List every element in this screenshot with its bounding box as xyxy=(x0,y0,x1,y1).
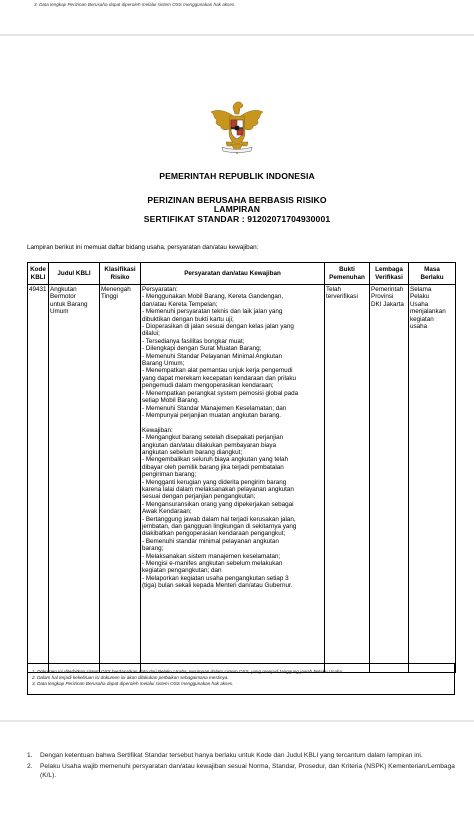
requirement-line: - Memenuhi Standar Pelayanan Minimal Angkutan xyxy=(142,352,283,360)
cell-bukti: Telah terverifikasi xyxy=(325,285,370,673)
requirement-line: - Tersedianya fasilitas bongkar muat; xyxy=(142,337,245,345)
header-lembaga-verifikasi: Lembaga Verifikasi xyxy=(370,263,409,285)
requirement-line: - Mengansuransikan orang yang dipekerjakan sebagai xyxy=(142,500,294,508)
requirement-line: - Dioperasikan di jalan sesuai dengan kelas jalan yang xyxy=(142,323,294,331)
requirement-line: barang; xyxy=(142,545,164,553)
header-judul-kbli: Judul KBLI xyxy=(49,263,100,285)
requirement-line: karena lalai dalam melaksanakan pelayanan angkutan xyxy=(142,485,294,493)
cell-klasifikasi: Menengah Tinggi xyxy=(100,285,141,673)
cell-lembaga: Pemerintah Provinsi DKI Jakarta xyxy=(370,285,409,673)
org-name: PEMERINTAH REPUBLIK INDONESIA xyxy=(159,171,315,181)
previous-page-note: 3. Data lengkap Perizinan Berusaha dapat diperoleh melalui sistem OSS menggunakan hak akses. xyxy=(34,2,236,7)
footnote-1: 1. Dokumen ini diterbitkan sistem OSS berdasarkan data dari Pelaku Usaha, tersimpan dalam sistem OSS, yang menjadi tanggung jawab Pelaku Usaha. xyxy=(32,669,344,674)
requirement-line: yang dapat merekam kecepatan kendaraan dan prilaku xyxy=(142,374,297,382)
cell-persyaratan xyxy=(141,285,325,673)
footnote-box xyxy=(27,663,455,695)
header-masa-berlaku: Masa Berlaku xyxy=(409,263,456,285)
requirement-line: - Bemenuhi standar minimal pelayanan angkutan xyxy=(142,537,279,545)
previous-page-bottom xyxy=(0,0,474,14)
list-item: 2. Pelaku Usaha wajib memenuhi persyaratan dan/atau kewajiban sesuai Norma, Standar, Prosedur, dan Kriteria (NSPK) Kementerian/Lembaga (K/L). xyxy=(27,763,455,779)
requirement-line: angkutan sebelum barang diangkut; xyxy=(142,448,243,456)
requirement-line: angkutan dan/atau dilakukan pembayaran biaya xyxy=(142,441,277,449)
document-title: PERIZINAN BERUSAHA BERBASIS RISIKO xyxy=(147,195,327,205)
header-persyaratan: Persyaratan dan/atau Kewajiban xyxy=(141,263,325,285)
requirement-line: pengiriman barang; xyxy=(142,471,197,479)
requirement-line: Kewajiban: xyxy=(142,426,173,434)
header-klasifikasi-risiko: Klasifikasi Risiko xyxy=(100,263,141,285)
requirement-line: - Dilengkapi dengan Surat Muatan Barang; xyxy=(142,345,262,353)
requirement-line xyxy=(142,419,323,426)
requirement-line: dan/atau Kereta Tempelan; xyxy=(142,300,218,308)
list-item: 1. Dengan ketentuan bahwa Sertifikat Standar tersebut hanya berlaku untuk Kode dan Judul KBLI yang tercantum dalam lampiran ini. xyxy=(27,752,423,759)
requirement-line: dilalui; xyxy=(142,330,160,338)
requirement-line: - Mengembalikan seluruh biaya angkutan yang telah xyxy=(142,456,288,464)
intro-text: Lampiran berikut ini memuat daftar bidang usaha, persyaratan dan/atau kewajiban: xyxy=(27,244,259,251)
requirement-line: kegiatan pengangkutan; dan xyxy=(142,567,222,575)
header-bukti-pemenuhan: Bukti Pemenuhan xyxy=(325,263,370,285)
requirement-line: setiap Mobil Barang. xyxy=(142,397,200,405)
table-header-row xyxy=(28,263,456,285)
requirement-line: Barang Umum; xyxy=(142,360,185,368)
requirement-line: - Mengangkut barang setelah disepakati perjanjian xyxy=(142,434,284,442)
requirement-line: - Mengisi e-manifes angkutan sebelum melakukan xyxy=(142,560,283,568)
requirement-line: sesuai dengan perjanjian pengangkutan; xyxy=(142,493,256,501)
requirement-line: Awak Kendaraan; xyxy=(142,508,192,516)
requirement-line: - Memenuhi persyaratan teknis dan laik jalan yang xyxy=(142,308,283,316)
requirement-line: (tiga) bulan sekali kepada Menteri dan/atau Gubernur. xyxy=(142,582,293,590)
requirement-line: - Mempunyai perjanjian muatan angkutan barang. xyxy=(142,411,281,419)
cell-masa: Selama Pelaku Usaha menjalankan kegiatan usaha xyxy=(409,285,456,673)
requirement-line: - Melaporkan kegiatan usaha pengangkutan setiap 3 xyxy=(142,574,289,582)
requirement-line: jembatan, dan gangguan lingkungan di sekitarnya yang xyxy=(142,522,297,530)
footnote-2: 2. Dalam hal terjadi kekeliruan isi dokumen ini akan dilakukan perbaikan sebagaimana mestinya. xyxy=(32,675,229,680)
requirement-line: dibuktikan dengan bukti kartu uji; xyxy=(142,315,234,323)
requirement-line: pengemudi dalam mengoperasikan kendaraan; xyxy=(142,382,274,390)
requirement-line: - Memenuhi Standar Manajemen Keselamatan; dan xyxy=(142,404,287,412)
requirement-line: - Bertanggung jawab dalam hal terjadi kerusakan jalan, xyxy=(142,515,296,523)
header-kode-kbli: Kode KBLI xyxy=(28,263,49,285)
footnote-3: 3. Data lengkap Perizinan Berusaha dapat diperoleh melalui sistem OSS menggunakan hak akses. xyxy=(32,681,234,686)
certificate-number: SERTIFIKAT STANDAR : 91202071704930001 xyxy=(143,214,331,224)
requirement-line: diakibatkan pengoperasian kendaraan pengangkut; xyxy=(142,530,286,538)
requirement-line: - Menggunakan Mobil Barang, Kereta Gandengan, xyxy=(142,293,284,301)
terms-list xyxy=(27,752,457,783)
cell-judul: Angkutan Bermotor untuk Barang Umum xyxy=(49,285,100,673)
requirement-line: - Menempatkan alat pemantau unjuk kerja pengemudi xyxy=(142,367,293,375)
page-separator xyxy=(0,720,474,722)
requirement-line: Persyaratan: xyxy=(142,286,178,293)
kbli-requirements-table xyxy=(27,262,456,673)
cell-kode: 49431 xyxy=(28,285,49,673)
garuda-emblem-icon xyxy=(209,98,265,156)
requirement-line: - Menempatkan perangkat system pemosisi global pada xyxy=(142,389,299,397)
table-row xyxy=(28,285,456,673)
requirement-line: - Melaksanakan sistem manajemen keselamatan; xyxy=(142,552,281,560)
requirement-line: - Mengganti kerugian yang diderita pengirim barang xyxy=(142,478,287,486)
page-separator xyxy=(0,34,474,36)
document-subtitle: LAMPIRAN xyxy=(213,204,261,214)
requirement-line: dibayar oleh pemilik barang jika terjadi pembatalan xyxy=(142,463,284,471)
